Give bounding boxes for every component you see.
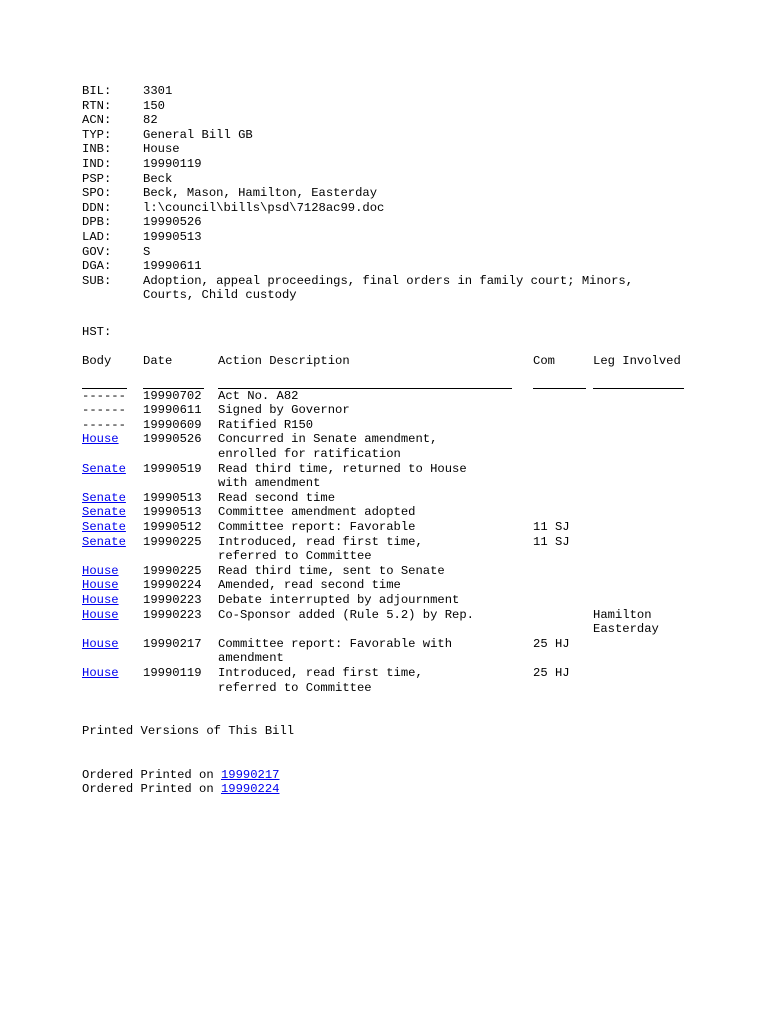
metadata-row — [82, 84, 722, 99]
history-leg-cell — [593, 432, 693, 461]
history-row — [82, 462, 693, 491]
history-row — [82, 564, 693, 579]
header-leg-involved: Leg Involved — [593, 354, 681, 369]
metadata-value: General Bill GB — [143, 127, 253, 142]
history-date-cell: 19990513 — [143, 490, 202, 505]
metadata-key: TYP: — [82, 127, 112, 142]
header-body: Body — [82, 354, 112, 369]
metadata-value: House — [143, 142, 180, 157]
history-action-cell: Concurred in Senate amendment, enrolled for ratification — [218, 432, 438, 462]
history-body-cell — [82, 578, 143, 593]
divider — [593, 369, 684, 389]
printed-version-item — [82, 782, 722, 797]
history-leg-cell — [593, 520, 693, 535]
divider — [143, 369, 204, 389]
metadata-value: 19990119 — [143, 156, 202, 171]
header-action-description: Action Description — [218, 354, 350, 369]
history-action-cell: Debate interrupted by adjournment — [218, 593, 460, 607]
body-chamber-link[interactable]: Senate — [82, 461, 126, 476]
metadata-row — [82, 157, 722, 172]
metadata-row — [82, 230, 722, 245]
body-chamber-link[interactable]: House — [82, 563, 119, 578]
history-body-cell: ------ — [82, 403, 126, 418]
history-leg-cell — [593, 505, 693, 520]
metadata-key: ACN: — [82, 113, 112, 128]
history-action-cell: Read third time, returned to House with amendment — [218, 461, 467, 491]
history-date-cell: 19990217 — [143, 636, 202, 651]
history-row — [82, 593, 693, 608]
history-date-cell: 19990513 — [143, 505, 202, 520]
history-action-cell: Committee report: Favorable with amendment — [218, 636, 453, 666]
history-body-cell — [82, 608, 143, 637]
history-leg-cell — [593, 637, 693, 666]
history-date-cell: 19990224 — [143, 578, 202, 593]
metadata-row — [82, 172, 722, 187]
history-date-cell: 19990225 — [143, 563, 202, 578]
history-action-cell: Act No. A82 — [218, 388, 299, 403]
metadata-key: PSP: — [82, 171, 112, 186]
body-chamber-link[interactable]: House — [82, 636, 119, 651]
printed-versions-list — [82, 768, 722, 797]
body-chamber-link[interactable]: House — [82, 432, 119, 447]
history-com-cell — [533, 578, 593, 593]
metadata-row — [82, 245, 722, 260]
history-action-cell: Signed by Governor — [218, 403, 350, 418]
metadata-value: l:\council\bills\psd\7128ac99.doc — [143, 200, 385, 215]
history-body-cell: ------ — [82, 417, 126, 432]
history-date-cell: 19990526 — [143, 432, 202, 447]
history-leg-cell — [593, 578, 693, 593]
history-leg-cell — [593, 564, 693, 579]
history-date-cell: 19990223 — [143, 593, 202, 607]
metadata-key: DPB: — [82, 215, 112, 230]
history-com-cell — [533, 593, 593, 608]
history-leg-cell: Hamilton Easterday — [593, 607, 659, 637]
history-date-cell: 19990609 — [143, 417, 202, 432]
history-row — [82, 505, 693, 520]
body-chamber-link[interactable]: House — [82, 578, 119, 593]
metadata-value: 82 — [143, 113, 158, 128]
metadata-key: GOV: — [82, 244, 112, 259]
metadata-row — [82, 128, 722, 143]
body-chamber-link[interactable]: House — [82, 665, 119, 680]
history-com-cell — [533, 418, 593, 433]
printed-prefix: Ordered Printed on — [82, 767, 221, 782]
history-table — [82, 354, 693, 695]
metadata-row — [82, 215, 722, 230]
body-chamber-link[interactable]: Senate — [82, 534, 126, 549]
printed-version-item — [82, 768, 722, 783]
history-leg-cell — [593, 491, 693, 506]
printed-version-link[interactable]: 19990217 — [220, 767, 280, 782]
history-date-cell: 19990611 — [143, 403, 202, 418]
history-action-cell: Read second time — [218, 490, 336, 505]
metadata-key: SPO: — [82, 186, 112, 201]
history-row — [82, 608, 693, 637]
history-body-cell — [82, 564, 143, 579]
history-com-cell — [533, 491, 593, 506]
metadata-value: Adoption, appeal proceedings, final orders in family court; Minors, Courts, Child custody — [143, 273, 634, 303]
printed-versions-heading: Printed Versions of This Bill — [82, 724, 295, 739]
bill-record — [82, 84, 722, 797]
history-row — [82, 389, 693, 404]
printed-version-link[interactable]: 19990224 — [220, 782, 280, 797]
history-com-cell — [533, 403, 593, 418]
history-action-cell: Introduced, read first time, referred to Committee — [218, 665, 423, 695]
metadata-row — [82, 259, 722, 274]
metadata-key: RTN: — [82, 98, 112, 113]
history-row — [82, 418, 693, 433]
history-action-cell: Amended, read second time — [218, 578, 401, 593]
history-body-cell — [82, 505, 143, 520]
metadata-key: DDN: — [82, 200, 112, 215]
history-body-cell: ------ — [82, 388, 126, 403]
history-action-cell: Introduced, read first time, referred to Committee — [218, 534, 423, 564]
header-date: Date — [143, 354, 173, 369]
history-leg-cell — [593, 403, 693, 418]
history-body-cell — [82, 593, 143, 608]
metadata-value: 19990513 — [143, 229, 202, 244]
body-chamber-link[interactable]: Senate — [82, 520, 126, 535]
divider — [218, 369, 512, 389]
printed-prefix: Ordered Printed on — [82, 782, 221, 797]
history-leg-cell — [593, 418, 693, 433]
history-body-cell — [82, 462, 143, 491]
body-chamber-link[interactable]: House — [82, 593, 119, 607]
header-com: Com — [533, 354, 555, 369]
metadata-row — [82, 274, 722, 303]
metadata-value: 150 — [143, 98, 165, 113]
divider — [533, 369, 586, 389]
history-com-cell: 11 SJ — [533, 520, 570, 535]
divider — [82, 369, 127, 389]
metadata-key: IND: — [82, 156, 112, 171]
metadata-key: BIL: — [82, 84, 112, 98]
history-row — [82, 535, 693, 564]
history-date-cell: 19990519 — [143, 461, 202, 476]
metadata-row — [82, 99, 722, 114]
metadata-value: 19990611 — [143, 259, 202, 274]
history-row — [82, 666, 693, 695]
history-date-cell: 19990512 — [143, 520, 202, 535]
metadata-row — [82, 201, 722, 216]
history-action-cell: Co-Sponsor added (Rule 5.2) by Rep. — [218, 607, 474, 622]
history-com-cell — [533, 462, 593, 491]
history-date-cell: 19990702 — [143, 388, 202, 403]
history-body-cell — [82, 432, 143, 461]
history-body-cell — [82, 637, 143, 666]
history-com-cell — [533, 564, 593, 579]
history-body-cell — [82, 666, 143, 695]
history-com-cell: 11 SJ — [533, 534, 570, 549]
history-body-cell — [82, 535, 143, 564]
body-chamber-link[interactable]: Senate — [82, 505, 126, 520]
metadata-key: SUB: — [82, 273, 112, 288]
metadata-value: 3301 — [143, 84, 173, 98]
history-body-cell — [82, 491, 143, 506]
history-leg-cell — [593, 666, 693, 695]
metadata-row — [82, 113, 722, 128]
history-date-cell: 19990119 — [143, 665, 202, 680]
history-com-cell: 25 HJ — [533, 665, 570, 680]
metadata-value: S — [143, 244, 151, 259]
metadata-row — [82, 186, 722, 201]
history-leg-cell — [593, 593, 693, 608]
bill-metadata — [82, 84, 722, 303]
metadata-key: DGA: — [82, 259, 112, 274]
history-action-cell: Read third time, sent to Senate — [218, 563, 445, 578]
history-row — [82, 403, 693, 418]
metadata-key: LAD: — [82, 229, 112, 244]
history-leg-cell — [593, 535, 693, 564]
metadata-value: 19990526 — [143, 215, 202, 230]
history-action-cell: Ratified R150 — [218, 417, 314, 432]
history-date-cell: 19990223 — [143, 607, 202, 622]
body-chamber-link[interactable]: House — [82, 607, 119, 622]
metadata-value: Beck — [143, 171, 173, 186]
history-action-cell: Committee amendment adopted — [218, 505, 416, 520]
history-body-cell — [82, 520, 143, 535]
history-com-cell — [533, 608, 593, 637]
history-row — [82, 520, 693, 535]
history-com-cell — [533, 505, 593, 520]
history-leg-cell — [593, 389, 693, 404]
metadata-value: Beck, Mason, Hamilton, Easterday — [143, 186, 378, 201]
history-com-cell: 25 HJ — [533, 636, 570, 651]
history-label: HST: — [82, 324, 112, 339]
history-header-row — [82, 354, 693, 369]
history-row — [82, 578, 693, 593]
history-com-cell — [533, 432, 593, 461]
header-rule-row — [82, 369, 693, 389]
history-row — [82, 432, 693, 461]
history-date-cell: 19990225 — [143, 534, 202, 549]
history-com-cell — [533, 389, 593, 404]
history-row — [82, 491, 693, 506]
history-action-cell: Committee report: Favorable — [218, 520, 416, 535]
body-chamber-link[interactable]: Senate — [82, 490, 126, 505]
metadata-key: INB: — [82, 142, 112, 157]
metadata-row — [82, 142, 722, 157]
history-row — [82, 637, 693, 666]
history-leg-cell — [593, 462, 693, 491]
